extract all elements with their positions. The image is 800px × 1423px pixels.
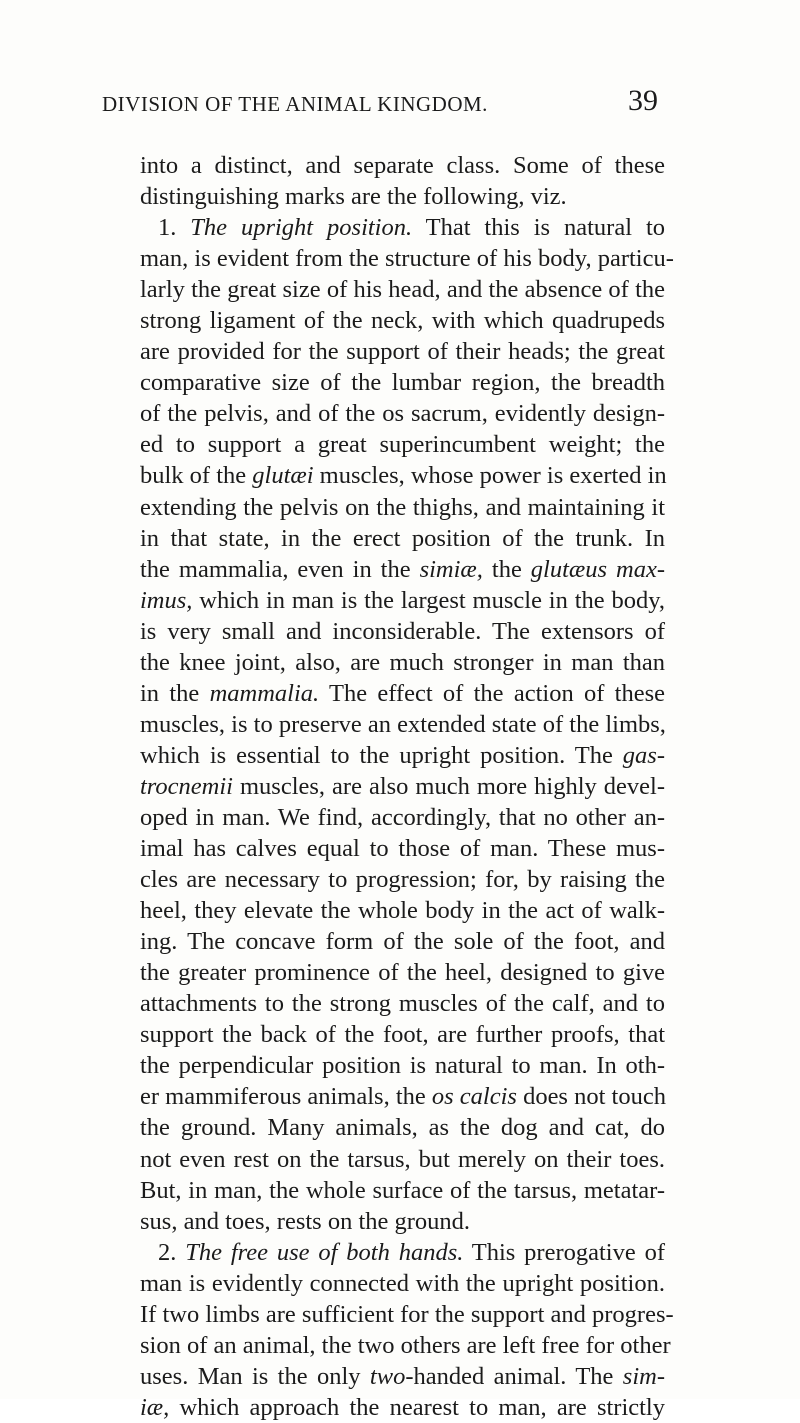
italic-text: gas- bbox=[622, 741, 665, 769]
text-run: does not touch bbox=[516, 1083, 666, 1111]
text-line bbox=[140, 212, 665, 243]
text-run: which in man is the largest muscle in the body, bbox=[192, 586, 665, 614]
text-run: imal has calves equal to those of man. These mus- bbox=[140, 835, 665, 863]
text-run: distinguishing marks are the following, viz. bbox=[140, 183, 567, 211]
text-line bbox=[140, 336, 665, 367]
text-line bbox=[140, 274, 665, 305]
text-line bbox=[140, 585, 665, 616]
text-run: man is evidently connected with the upright position. bbox=[140, 1269, 665, 1297]
text-run: into a distinct, and separate class. Some of these bbox=[140, 152, 665, 179]
text-line bbox=[140, 460, 665, 491]
text-run: ing. The concave form of the sole of the foot, and bbox=[140, 928, 665, 956]
text-run: extending the pelvis on the thighs, and maintaining it bbox=[140, 493, 665, 521]
text-run: the knee joint, also, are much stronger in man than bbox=[140, 648, 665, 676]
text-run: 2. bbox=[158, 1238, 186, 1266]
text-run: 1. bbox=[158, 214, 191, 242]
text-line bbox=[140, 492, 665, 523]
text-run: are provided for the support of their heads; the great bbox=[140, 338, 665, 366]
text-run: sus, and toes, rests on the ground. bbox=[140, 1207, 471, 1235]
text-run: man, is evident from the structure of his body, particu- bbox=[140, 245, 674, 273]
italic-text: two bbox=[369, 1362, 406, 1390]
text-run: sion of an animal, the two others are left free for other bbox=[140, 1331, 671, 1359]
text-run: in the bbox=[140, 679, 210, 707]
text-line bbox=[140, 367, 665, 398]
text-line bbox=[140, 864, 665, 895]
text-run: comparative size of the lumbar region, the breadth bbox=[140, 369, 665, 397]
text-run: -handed animal. The bbox=[405, 1362, 623, 1390]
text-line bbox=[140, 1361, 665, 1392]
text-line bbox=[140, 988, 665, 1019]
running-title: DIVISION OF THE ANIMAL KINGDOM. bbox=[102, 92, 488, 116]
text-line bbox=[140, 1175, 665, 1206]
text-run: which approach the nearest to man, are strictly bbox=[169, 1393, 665, 1421]
text-run: is very small and inconsiderable. The extensors of bbox=[140, 617, 665, 645]
text-line bbox=[140, 1299, 674, 1330]
text-line bbox=[140, 833, 665, 864]
text-run: larly the great size of his head, and the absence of the bbox=[140, 276, 665, 304]
italic-text: mammalia. bbox=[209, 679, 320, 707]
text-line bbox=[140, 1237, 665, 1268]
text-line bbox=[140, 1019, 665, 1050]
text-run: ed to support a great superincumbent weight; the bbox=[140, 431, 665, 459]
text-line bbox=[140, 678, 665, 709]
text-run: The effect of the action of these bbox=[319, 679, 665, 707]
text-line bbox=[140, 1206, 665, 1237]
text-run: which is essential to the upright position. The bbox=[140, 741, 623, 769]
text-line bbox=[140, 1392, 665, 1423]
text-run: oped in man. We find, accordingly, that no other an- bbox=[140, 803, 665, 831]
text-run: of the pelvis, and of the os sacrum, evidently design- bbox=[140, 400, 665, 428]
page-number: 39 bbox=[628, 84, 658, 117]
italic-text: iæ, bbox=[140, 1393, 170, 1421]
text-line bbox=[140, 771, 665, 802]
text-line bbox=[140, 802, 665, 833]
text-line bbox=[140, 554, 665, 585]
text-run: the greater prominence of the heel, designed to give bbox=[140, 959, 665, 987]
text-run: bulk of the bbox=[140, 462, 253, 490]
italic-text: The upright position. bbox=[190, 214, 413, 242]
text-run: the ground. Many animals, as the dog and cat, do bbox=[140, 1114, 665, 1142]
italic-text: imus, bbox=[140, 586, 193, 614]
text-line bbox=[140, 647, 665, 678]
text-line bbox=[140, 305, 665, 336]
text-run: er mammiferous animals, the bbox=[140, 1083, 432, 1111]
italic-text: The free use of both hands. bbox=[185, 1238, 464, 1266]
text-line bbox=[140, 429, 665, 460]
text-run: muscles, whose power is exerted in bbox=[313, 462, 667, 490]
text-line bbox=[140, 1081, 665, 1112]
text-run: support the back of the foot, are further proofs, that bbox=[140, 1021, 665, 1049]
text-line bbox=[140, 1050, 665, 1081]
text-run: muscles, is to preserve an extended state of the limbs, bbox=[140, 710, 666, 738]
text-line bbox=[140, 957, 665, 988]
italic-text: trocnemii bbox=[140, 772, 233, 800]
text-run: the bbox=[482, 555, 531, 583]
text-line bbox=[140, 1268, 665, 1299]
italic-text: glutæus max- bbox=[530, 555, 665, 583]
text-run: not even rest on the tarsus, but merely on their toes. bbox=[140, 1145, 665, 1173]
text-line bbox=[140, 398, 665, 429]
text-run: heel, they elevate the whole body in the act of walk- bbox=[140, 897, 665, 925]
text-run: cles are necessary to progression; for, by raising the bbox=[140, 866, 665, 894]
body-text bbox=[140, 150, 674, 1423]
text-line bbox=[140, 181, 665, 212]
text-line bbox=[140, 1112, 665, 1143]
text-run: This prerogative of bbox=[463, 1238, 665, 1266]
text-line bbox=[140, 243, 674, 274]
text-line bbox=[140, 150, 665, 181]
text-run: the mammalia, even in the bbox=[140, 555, 420, 583]
italic-text: os calcis bbox=[431, 1083, 517, 1111]
text-line bbox=[140, 709, 665, 740]
text-line bbox=[140, 1144, 665, 1175]
text-run: muscles, are also much more highly devel- bbox=[233, 772, 665, 800]
text-line bbox=[140, 740, 665, 771]
text-run: attachments to the strong muscles of the calf, and to bbox=[140, 990, 665, 1018]
text-run: the perpendicular position is natural to man. In oth- bbox=[140, 1052, 665, 1080]
text-line bbox=[140, 523, 665, 554]
running-head bbox=[102, 92, 660, 117]
italic-text: sim- bbox=[622, 1362, 665, 1390]
text-line bbox=[140, 1330, 671, 1361]
text-run: strong ligament of the neck, with which quadrupeds bbox=[140, 307, 665, 335]
text-line bbox=[140, 926, 665, 957]
italic-text: simiæ, bbox=[419, 555, 483, 583]
text-line bbox=[140, 616, 665, 647]
italic-text: glutæi bbox=[252, 462, 314, 490]
text-run: uses. Man is the only bbox=[140, 1362, 370, 1390]
text-run: But, in man, the whole surface of the tarsus, metatar- bbox=[140, 1176, 665, 1204]
text-run: If two limbs are sufficient for the support and progres- bbox=[140, 1300, 674, 1328]
text-line bbox=[140, 895, 665, 926]
text-run: in that state, in the erect position of the trunk. In bbox=[140, 524, 665, 552]
text-run: That this is natural to bbox=[412, 214, 665, 242]
